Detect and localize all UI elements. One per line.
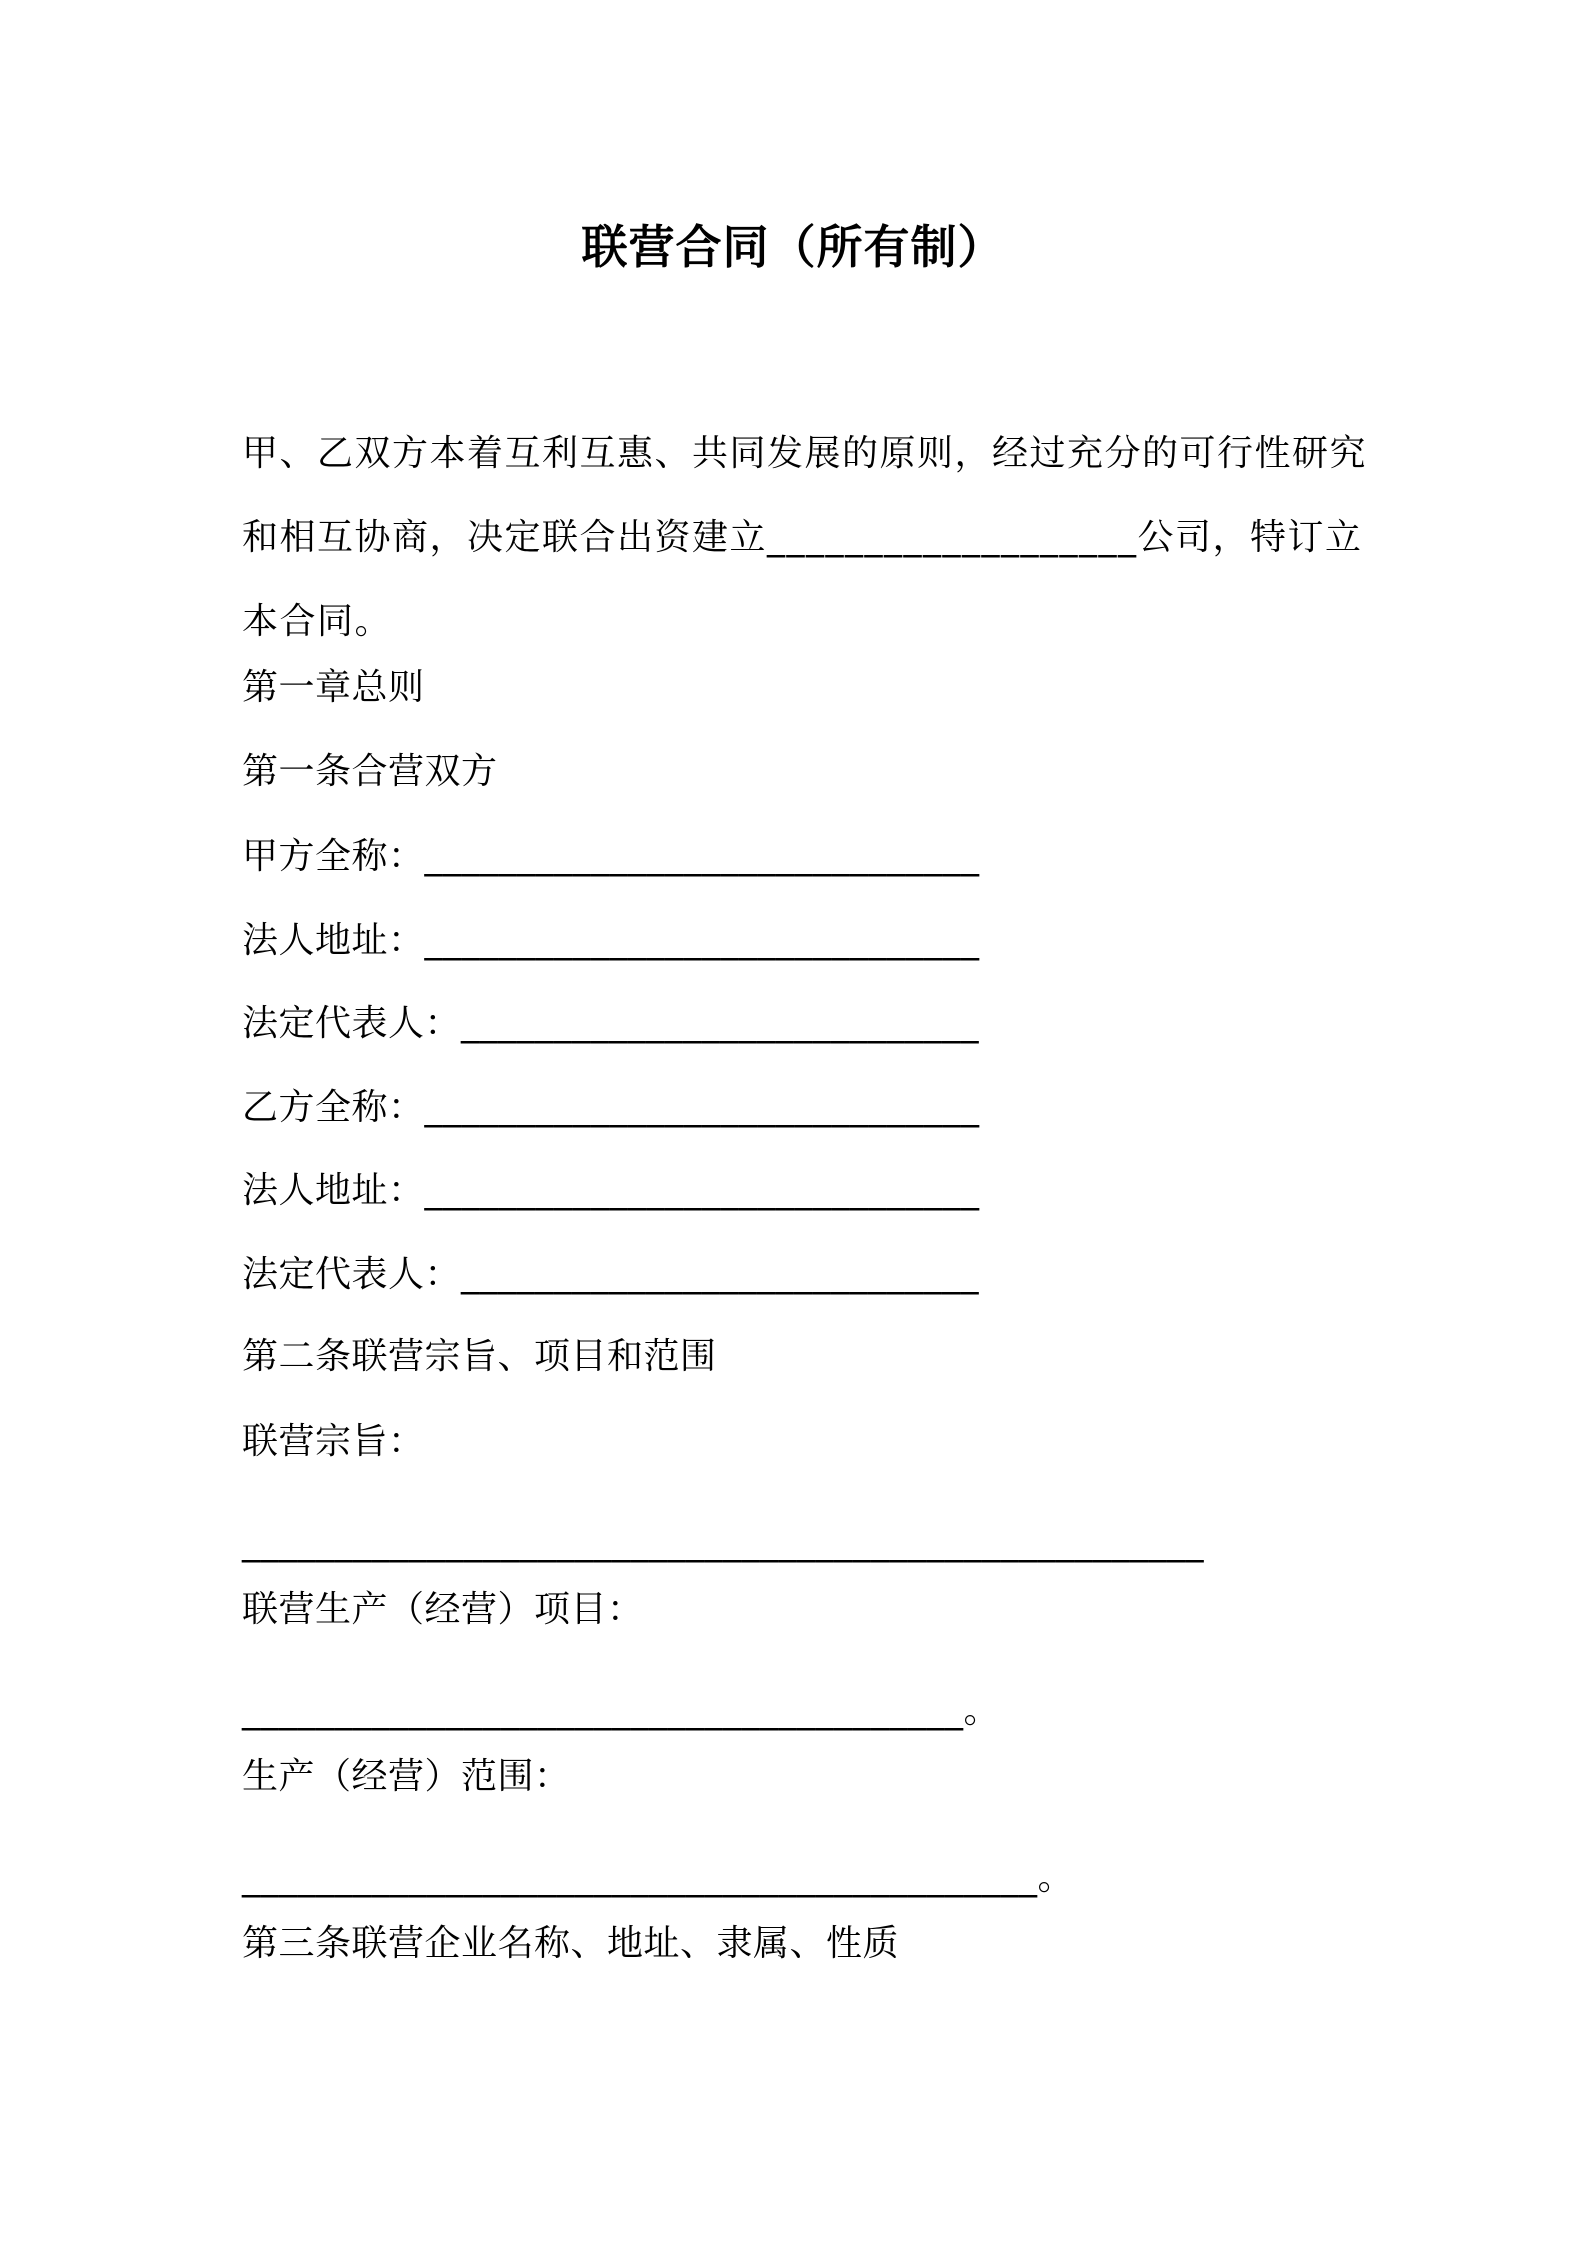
article-heading: 第一条合营双方 (242, 751, 498, 792)
party-a-representative-field: 法定代表人：____________________________ (242, 1003, 980, 1044)
document-title: 联营合同（所有制） (581, 220, 1005, 274)
article-heading: 第三条联营企业名称、地址、隶属、性质 (242, 1923, 900, 1964)
scope-label: 生产（经营）范围： (242, 1756, 571, 1797)
scope-blank: ___________________________________________。 (242, 1857, 1074, 1898)
purpose-blank: ____________________________________________________ (242, 1522, 1204, 1563)
intro-line: 甲、乙双方本着互利互惠、共同发展的原则，经过充分的可行性研究 (242, 433, 1368, 474)
intro-line: 和相互协商，决定联合出资建立___________________公司，特订立 (242, 517, 1363, 558)
intro-paragraph (242, 412, 1368, 664)
project-blank: _______________________________________。 (242, 1690, 1000, 1731)
article-heading: 第二条联营宗旨、项目和范围 (242, 1336, 717, 1377)
party-b-representative-field: 法定代表人：____________________________ (242, 1254, 980, 1295)
intro-line: 本合同。 (242, 601, 393, 642)
project-label: 联营生产（经营）项目： (242, 1589, 644, 1630)
party-a-address-field: 法人地址：______________________________ (242, 920, 980, 961)
chapter-heading: 第一章总则 (242, 667, 425, 708)
party-b-name-field: 乙方全称：______________________________ (242, 1087, 980, 1128)
purpose-label: 联营宗旨： (242, 1421, 425, 1462)
party-a-name-field: 甲方全称：______________________________ (242, 836, 980, 877)
party-b-address-field: 法人地址：______________________________ (242, 1170, 980, 1211)
